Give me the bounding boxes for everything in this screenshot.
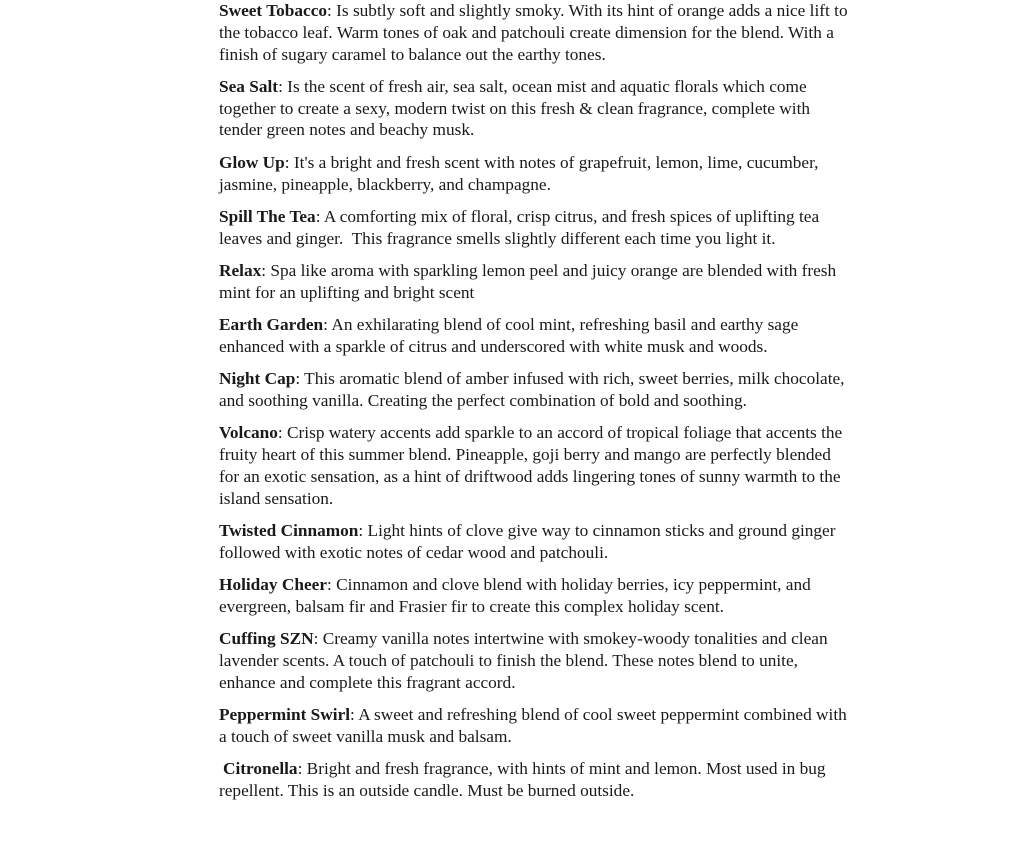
entry-description: : A comforting mix of floral, crisp citrus, and fresh spices of uplifting tea leaves and ginger. This fragrance smells slightly different each time you light it. bbox=[219, 206, 824, 248]
entry-name: Night Cap bbox=[219, 369, 296, 389]
entry-night-cap bbox=[219, 368, 851, 412]
entry-volcano bbox=[219, 422, 851, 509]
entry-glow-up bbox=[219, 152, 851, 196]
entry-description: : An exhilarating blend of cool mint, refreshing basil and earthy sage enhanced with a sparkle of citrus and underscored with white musk and woods. bbox=[219, 315, 799, 356]
entry-name: Earth Garden bbox=[219, 315, 324, 335]
entry-name: Volcano bbox=[219, 423, 278, 443]
entry-name: Citronella bbox=[223, 759, 298, 779]
entry-name: Sweet Tobacco bbox=[219, 1, 328, 20]
entry-name: Twisted Cinnamon bbox=[219, 520, 359, 540]
scent-descriptions bbox=[219, 0, 851, 812]
entry-earth-garden bbox=[219, 314, 851, 358]
entry-description: : Is subtly soft and slightly smoky. With its hint of orange adds a nice lift to the tobacco leaf. Warm tones of oak and patchouli create dimension for the blend. With a finish of sugary caramel to balance out the earthy tones. bbox=[219, 1, 848, 64]
entry-cuffing-szn bbox=[219, 628, 851, 693]
entry-sea-salt bbox=[219, 76, 851, 141]
entry-peppermint-swirl bbox=[219, 704, 851, 748]
entry-sweet-tobacco bbox=[219, 0, 851, 65]
entry-description: : Crisp watery accents add sparkle to an accord of tropical foliage that accents the fruity heart of this summer blend. Pineapple, goji berry and mango are perfectly blended for an exotic sensation, as a hint of driftwood adds lingering tones of sunny warmth to the island sensation. bbox=[219, 423, 843, 508]
entry-description: : Light hints of clove give way to cinnamon sticks and ground ginger followed with exotic notes of cedar wood and patchouli. bbox=[219, 520, 836, 562]
entry-description: : A sweet and refreshing blend of cool sweet peppermint combined with a touch of sweet vanilla musk and balsam. bbox=[219, 705, 847, 746]
entry-description: : This aromatic blend of amber infused with rich, sweet berries, milk chocolate, and soothing vanilla. Creating the perfect combination of bold and soothing. bbox=[219, 369, 845, 410]
entry-description: : Creamy vanilla notes intertwine with smokey-woody tonalities and clean lavender scents. A touch of patchouli to finish the blend. These notes blend to unite, enhance and complete this fragrant accord. bbox=[219, 629, 828, 692]
entry-name: Cuffing SZN bbox=[219, 629, 314, 649]
entry-relax bbox=[219, 260, 851, 304]
entry-description: : It's a bright and fresh scent with notes of grapefruit, lemon, lime, cucumber, jasmine, pineapple, blackberry, and champagne. bbox=[219, 152, 819, 194]
entry-name: Spill The Tea bbox=[219, 206, 316, 226]
entry-name: Sea Salt bbox=[219, 76, 279, 96]
entry-twisted-cinnamon bbox=[219, 520, 851, 564]
entry-name: Peppermint Swirl bbox=[219, 705, 351, 725]
entry-name: Relax bbox=[219, 260, 262, 280]
entry-name: Glow Up bbox=[219, 152, 285, 172]
entry-description: : Is the scent of fresh air, sea salt, ocean mist and aquatic florals which come together to create a sexy, modern twist on this fresh & clean fragrance, complete with tender green notes and beachy musk. bbox=[219, 76, 811, 140]
entry-holiday-cheer bbox=[219, 574, 851, 618]
entry-spill-the-tea bbox=[219, 206, 851, 250]
entry-description: : Spa like aroma with sparkling lemon peel and juicy orange are blended with fresh mint for an uplifting and bright scent bbox=[219, 260, 837, 302]
entry-description: : Bright and fresh fragrance, with hints of mint and lemon. Most used in bug repellent. This is an outside candle. Must be burned outside. bbox=[219, 759, 826, 800]
entry-name: Holiday Cheer bbox=[219, 575, 327, 595]
entry-citronella bbox=[219, 758, 851, 802]
entry-description: : Cinnamon and clove blend with holiday berries, icy peppermint, and evergreen, balsam fir and Frasier fir to create this complex holiday scent. bbox=[219, 575, 811, 616]
